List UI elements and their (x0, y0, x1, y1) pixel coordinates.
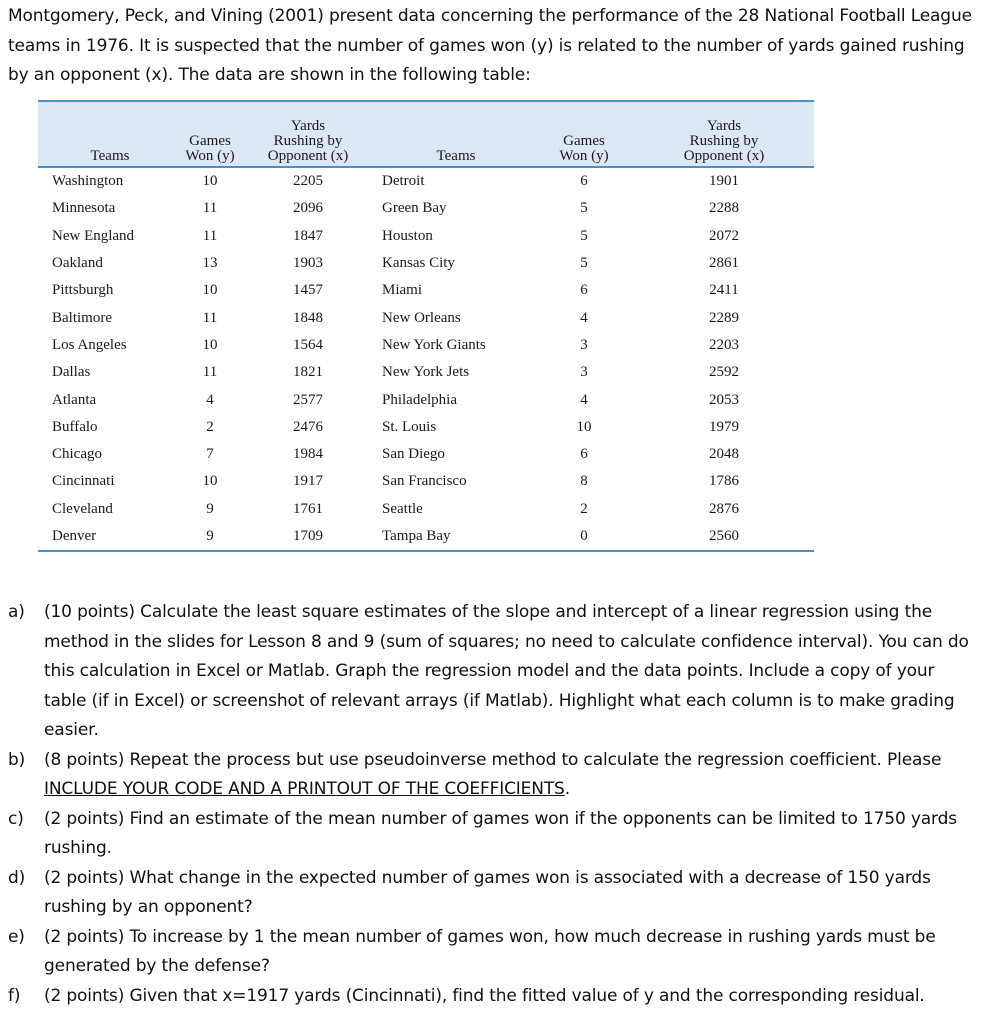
rushing-yards: 2560 (709, 528, 739, 544)
games-won: 11 (202, 309, 218, 326)
rushing-yards: 2072 (709, 227, 739, 244)
table-row (38, 195, 814, 222)
nfl-data-table (38, 100, 814, 552)
team-name: New England (52, 227, 135, 244)
question-b (8, 746, 976, 805)
rushing-yards: 1901 (709, 173, 739, 190)
team-name: Denver (52, 528, 97, 544)
table-row (38, 277, 814, 304)
team-name: Buffalo (52, 418, 98, 435)
rushing-yards: 2288 (709, 200, 739, 217)
games-won: 3 (580, 336, 588, 353)
table-row (38, 359, 814, 386)
rushing-yards: 2861 (709, 255, 739, 272)
team-name: Los Angeles (52, 336, 127, 353)
team-name: Detroit (382, 173, 425, 190)
rushing-yards: 1848 (293, 309, 323, 326)
games-won: 4 (580, 309, 588, 326)
games-won: 5 (580, 227, 588, 244)
nfl-data-table-container (38, 100, 814, 570)
rushing-yards: 2577 (293, 391, 323, 408)
games-won: 4 (580, 391, 588, 408)
team-name: Chicago (52, 446, 102, 463)
team-name: San Diego (382, 446, 445, 463)
rushing-yards: 1709 (293, 528, 323, 544)
games-won: 6 (580, 173, 588, 190)
rushing-yards: 2203 (709, 336, 739, 353)
games-won: 6 (580, 282, 588, 299)
team-name: Tampa Bay (382, 528, 451, 544)
header-yards-right: Yards Rushing by Opponent (x) (634, 101, 814, 167)
games-won: 5 (580, 200, 588, 217)
rushing-yards: 1979 (709, 418, 739, 435)
team-name: St. Louis (382, 418, 437, 435)
games-won: 10 (202, 173, 218, 190)
rushing-yards: 1786 (709, 473, 739, 490)
games-won: 8 (580, 473, 588, 490)
question-text: (2 points) To increase by 1 the mean number of games won, how much decrease in rushing yards must be generated by the defense? (44, 926, 936, 976)
table-row (38, 468, 814, 495)
rushing-yards: 1564 (293, 336, 323, 353)
games-won: 6 (580, 446, 588, 463)
header-games-won-left: Games Won (y) (172, 101, 248, 167)
question-d (8, 864, 976, 923)
question-e (8, 923, 976, 982)
header-games-won-right: Games Won (y) (534, 101, 634, 167)
question-label: f) (8, 985, 21, 1006)
rushing-yards: 2053 (709, 391, 739, 408)
table-row (38, 223, 814, 250)
team-name: Cincinnati (52, 473, 115, 490)
table-row (38, 523, 814, 551)
games-won: 10 (202, 282, 218, 299)
rushing-yards: 1917 (293, 473, 323, 490)
intro-paragraph: Montgomery, Peck, and Vining (2001) present data concerning the performance of the 28 National Football League teams in 1976. It is suspected that the number of games won (y) is related to the number of yards gained rushing by an opponent (x). The data are shown in the following table: (8, 6, 972, 85)
table-row (38, 386, 814, 413)
question-label: d) (8, 867, 26, 888)
table-row (38, 496, 814, 523)
question-text: (2 points) Given that x=1917 yards (Cincinnati), find the fitted value of y and the corresponding residual. (44, 985, 925, 1006)
rushing-yards: 2411 (709, 282, 739, 299)
header-yards-left: Yards Rushing by Opponent (x) (248, 101, 368, 167)
table-row (38, 414, 814, 441)
games-won: 10 (576, 418, 592, 435)
underlined-instruction: INCLUDE YOUR CODE AND A PRINTOUT OF THE COEFFICIENTS (44, 779, 565, 799)
team-name: Houston (382, 227, 433, 244)
games-won: 10 (202, 473, 218, 490)
games-won: 9 (206, 500, 214, 517)
games-won: 13 (202, 255, 218, 272)
question-label: b) (8, 749, 26, 770)
team-name: Green Bay (382, 200, 447, 217)
rushing-yards: 2476 (293, 418, 323, 435)
rushing-yards: 1457 (293, 282, 323, 299)
rushing-yards: 2592 (709, 364, 739, 381)
question-text: (2 points) Find an estimate of the mean number of games won if the opponents can be limited to 1750 yards rushing. (44, 808, 957, 858)
team-name: Seattle (382, 500, 423, 517)
table-row (38, 304, 814, 331)
rushing-yards: 1821 (293, 364, 323, 381)
question-label: c) (8, 808, 24, 829)
team-name: Pittsburgh (52, 282, 114, 299)
table-row (38, 441, 814, 468)
table-row (38, 332, 814, 359)
games-won: 5 (580, 255, 588, 272)
games-won: 7 (206, 446, 214, 463)
team-name: San Francisco (382, 473, 467, 490)
games-won: 4 (206, 391, 214, 408)
question-label: e) (8, 926, 25, 947)
header-teams-right: Teams (368, 101, 534, 167)
question-list (8, 598, 976, 1011)
games-won: 2 (206, 418, 214, 435)
games-won: 10 (202, 336, 218, 353)
question-text: (2 points) What change in the expected number of games won is associated with a decrease of 150 yards rushing by an opponent? (44, 867, 931, 917)
rushing-yards: 1761 (293, 500, 323, 517)
team-name: Minnesota (52, 200, 116, 217)
question-a (8, 598, 976, 746)
table-header-row (38, 101, 814, 167)
team-name: Oakland (52, 255, 103, 272)
question-c (8, 805, 976, 864)
rushing-yards: 2289 (709, 309, 739, 326)
question-label: a) (8, 602, 25, 622)
rushing-yards: 2096 (293, 200, 323, 217)
team-name: Washington (52, 173, 124, 190)
team-name: Dallas (52, 364, 91, 381)
team-name: New Orleans (382, 309, 461, 326)
table-row (38, 250, 814, 277)
team-name: Philadelphia (382, 391, 457, 408)
rushing-yards: 1847 (293, 227, 323, 244)
games-won: 11 (202, 227, 218, 244)
team-name: Baltimore (52, 309, 112, 326)
team-name: New York Giants (382, 336, 486, 353)
team-name: Atlanta (52, 391, 97, 408)
rushing-yards: 2048 (709, 446, 739, 463)
games-won: 11 (202, 364, 218, 381)
rushing-yards: 2205 (293, 173, 323, 190)
team-name: Kansas City (382, 255, 455, 272)
rushing-yards: 1903 (293, 255, 323, 272)
team-name: New York Jets (382, 364, 470, 381)
question-text: (10 points) Calculate the least square estimates of the slope and intercept of a linear regression using the method in the slides for Lesson 8 and 9 (sum of squares; no need to calculate confidence interval). You can do this calculation in Excel or Matlab. Graph the regression model and the data points. Include a copy of your table (if in Excel) or screenshot of relevant arrays (if Matlab). Highlight what each column is to make grading easier. (44, 602, 969, 740)
games-won: 9 (206, 528, 214, 544)
rushing-yards: 1984 (293, 446, 323, 463)
team-name: Miami (382, 282, 422, 299)
table-row (38, 167, 814, 195)
rushing-yards: 2876 (709, 500, 739, 517)
games-won: 2 (580, 500, 588, 517)
games-won: 11 (202, 200, 218, 217)
games-won: 0 (580, 528, 588, 544)
question-text: (8 points) Repeat the process but use pseudoinverse method to calculate the regression coefficient. Please INCLUDE YOUR CODE AND A PRINTOUT OF THE COEFFICIENTS. (44, 749, 942, 799)
question-f (8, 982, 976, 1012)
games-won: 3 (580, 364, 588, 381)
team-name: Cleveland (52, 500, 113, 517)
header-teams-left: Teams (38, 101, 172, 167)
